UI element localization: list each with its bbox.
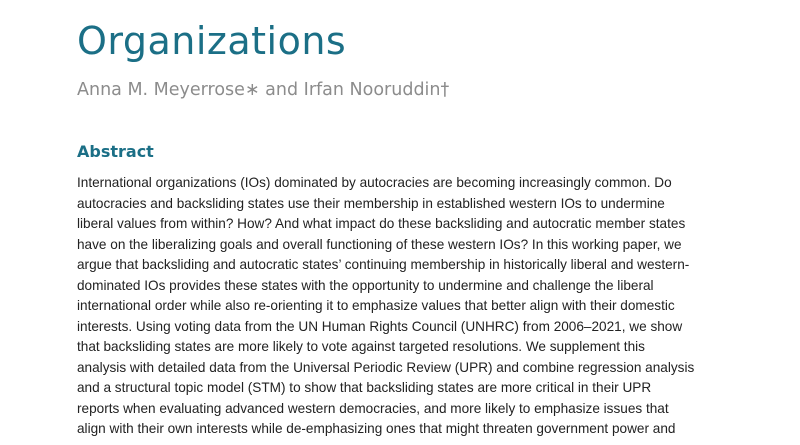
abstract-line: liberal values from within? How? And what impact do these backsliding and autocratic member states [77, 216, 686, 231]
abstract-heading: Abstract [77, 142, 154, 161]
abstract-line: international order while also re-orienting it to emphasize values that better align with their domestic [77, 298, 675, 313]
abstract-line: that backsliding states are more likely to vote against targeted resolutions. We supplement this [77, 339, 645, 354]
abstract-line: have on the liberalizing goals and overall functioning of these western IOs? In this working paper, we [77, 236, 682, 252]
abstract-line: and a structural topic model (STM) to show that backsliding states are more critical in their UPR [77, 380, 652, 395]
abstract-line: International organizations (IOs) dominated by autocracies are becoming increasingly common. Do [77, 175, 672, 190]
author-list: Anna M. Meyerrose∗ and Irfan Nooruddin† [77, 80, 450, 100]
abstract-line: analysis with detailed data from the Universal Periodic Review (UPR) and combine regression analysis [77, 359, 695, 375]
abstract-line: align with their own interests while de-emphasizing ones that might threaten government power and [77, 421, 676, 436]
abstract-body [77, 173, 800, 440]
paper-title: Organizations [77, 19, 347, 63]
abstract-line: dominated IOs provides these states with the opportunity to undermine and challenge the liberal [77, 277, 654, 293]
abstract-line: reports when evaluating advanced western democracies, and more likely to emphasize issues that [77, 400, 669, 416]
abstract-line: argue that backsliding and autocratic states’ continuing membership in historically liberal and western- [77, 257, 690, 272]
abstract-line: autocracies and backsliding states use their membership in established western IOs to undermine [77, 195, 665, 211]
abstract-line: interests. Using voting data from the UN Human Rights Council (UNHRC) from 2006–2021, we show [77, 318, 683, 334]
